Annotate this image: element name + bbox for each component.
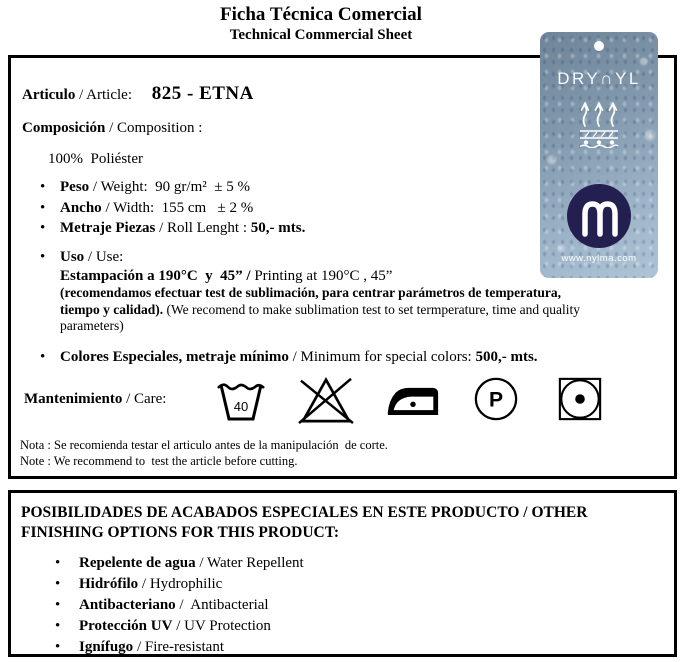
- spec-value: / Roll Lenght :: [155, 220, 251, 236]
- tumble-dry-dot-icon: [557, 376, 603, 422]
- sublimation-note-en-end: parameters): [60, 318, 124, 333]
- sublimation-note-es-end: tiempo y calidad).: [60, 301, 164, 317]
- nylma-logo: [567, 184, 631, 248]
- special-colors-en: / Minimum for special colors:: [288, 348, 476, 365]
- use-label-en: / Use:: [84, 248, 124, 265]
- finishing-item-en: / UV Protection: [172, 618, 271, 634]
- printing-conditions-es: Estampación a 190°C y 45” /: [60, 268, 255, 284]
- separator: /: [105, 120, 118, 136]
- composition-label-es: Composición: [22, 120, 106, 136]
- care-label-es: Mantenimiento: [24, 391, 127, 407]
- article-number: 825 - ETNA: [151, 83, 254, 104]
- finishing-item-text: [79, 574, 222, 595]
- finishing-item-text: [79, 595, 269, 616]
- composition-label-en: Composition :: [117, 120, 203, 136]
- bullet-icon: •: [40, 179, 46, 195]
- note-es: Nota : Se recomienda testar el articulo antes de la manipulación de corte.: [20, 438, 388, 452]
- brand-name: DRY∩YL: [557, 69, 641, 88]
- note-en: Note : We recommend to test the article before cutting.: [20, 453, 298, 468]
- finishing-list: [55, 553, 662, 657]
- bullet-icon: •: [55, 618, 61, 634]
- do-not-bleach-icon: [294, 373, 358, 425]
- finishing-item-water-repellent: [55, 553, 662, 574]
- dry-clean-p-icon: [473, 376, 519, 422]
- article-label-es: Articulo: [22, 87, 76, 103]
- bullet-icon: •: [55, 597, 61, 613]
- website-url: www.nylma.com: [561, 253, 637, 264]
- use-label-es: Uso: [60, 248, 85, 265]
- drynyl-hang-tag: [540, 32, 658, 278]
- page-title: Ficha Técnica Comercial: [220, 4, 422, 25]
- page-subtitle: Technical Commercial Sheet: [229, 27, 413, 43]
- spec-text: [60, 218, 305, 239]
- spec-value: / Weight: 90 gr/m² ± 5 %: [89, 179, 250, 195]
- special-colors-text: [60, 347, 538, 368]
- finishing-item-hydrophilic: [55, 574, 662, 595]
- wash-temperature: 40: [233, 399, 249, 414]
- finishing-item-fire-resistant: [55, 637, 662, 657]
- bullet-icon: •: [40, 199, 46, 216]
- bullet-icon: •: [55, 639, 61, 655]
- use-label: [60, 247, 123, 268]
- spec-value-bold: 50,- mts.: [250, 220, 306, 236]
- dry-clean-letter: P: [488, 388, 504, 412]
- article-label-en: Article:: [86, 87, 132, 103]
- finishing-item-antibacterial: [55, 595, 662, 616]
- footnotes: [20, 438, 664, 469]
- special-colors-row: [40, 347, 664, 368]
- spec-label: Metraje Piezas: [60, 220, 156, 236]
- spec-label: Peso: [60, 179, 90, 195]
- spec-label: Ancho: [60, 199, 102, 216]
- care-label: [24, 389, 210, 409]
- printing-conditions-en: Printing at 190°C , 45”: [254, 268, 393, 284]
- finishing-item-en: / Antibacterial: [175, 597, 269, 613]
- sublimation-note-line1: [60, 285, 664, 302]
- sublimation-note-line3: [60, 318, 664, 335]
- tag-hole: [594, 41, 604, 51]
- m-logo-icon: [567, 184, 631, 248]
- finishing-item-es: Ignífugo: [79, 639, 134, 655]
- spec-text: [60, 177, 250, 198]
- finishing-item-es: Repelente de agua: [79, 555, 196, 571]
- finishing-item-uv-protection: [55, 616, 662, 637]
- bullet-icon: •: [40, 220, 46, 236]
- bullet-icon: •: [55, 576, 61, 592]
- separator: /: [75, 87, 87, 103]
- sublimation-note-en: (We recomend to make sublimation test to set termperature, time and quality: [163, 301, 581, 317]
- finishing-item-text: [79, 637, 224, 657]
- finishing-title: POSIBILIDADES DE ACABADOS ESPECIALES EN ESTE PRODUCTO / OTHER FINISHING OPTIONS FOR THIS PRODUCT:: [21, 504, 588, 541]
- special-colors-es: Colores Especiales, metraje mínimo: [60, 348, 289, 365]
- finishing-item-es: Hidrófilo: [79, 576, 139, 592]
- finishing-item-text: [79, 553, 304, 574]
- finishing-item-es: Protección UV: [79, 618, 173, 634]
- spec-text: [60, 198, 253, 219]
- iron-one-dot-icon: [384, 377, 442, 422]
- finishing-item-es: Antibacteriano: [79, 597, 176, 613]
- special-colors-value: 500,- mts.: [475, 348, 538, 365]
- composition-value: 100% Poliéster: [48, 151, 143, 167]
- spec-value: / Width: 155 cm ± 2 %: [101, 199, 254, 216]
- finishing-item-text: [79, 616, 271, 637]
- moisture-wicking-icon: [573, 98, 625, 148]
- finishing-item-en: / Fire-resistant: [133, 639, 225, 655]
- bullet-icon: •: [55, 555, 61, 571]
- sublimation-note-line2: [60, 302, 664, 319]
- care-section: [24, 372, 664, 426]
- care-label-en: / Care:: [126, 391, 167, 407]
- care-symbols: [210, 373, 603, 425]
- wash-40-icon: [214, 375, 268, 423]
- finishing-options-box: [8, 490, 677, 657]
- finishing-item-en: / Water Repellent: [195, 555, 304, 571]
- finishing-item-en: / Hydrophilic: [138, 576, 223, 592]
- bullet-icon: •: [40, 248, 46, 265]
- sublimation-note-es: (recomendamos efectuar test de sublimación, para centrar parámetros de temperatura,: [60, 285, 562, 300]
- bullet-icon: •: [40, 348, 46, 365]
